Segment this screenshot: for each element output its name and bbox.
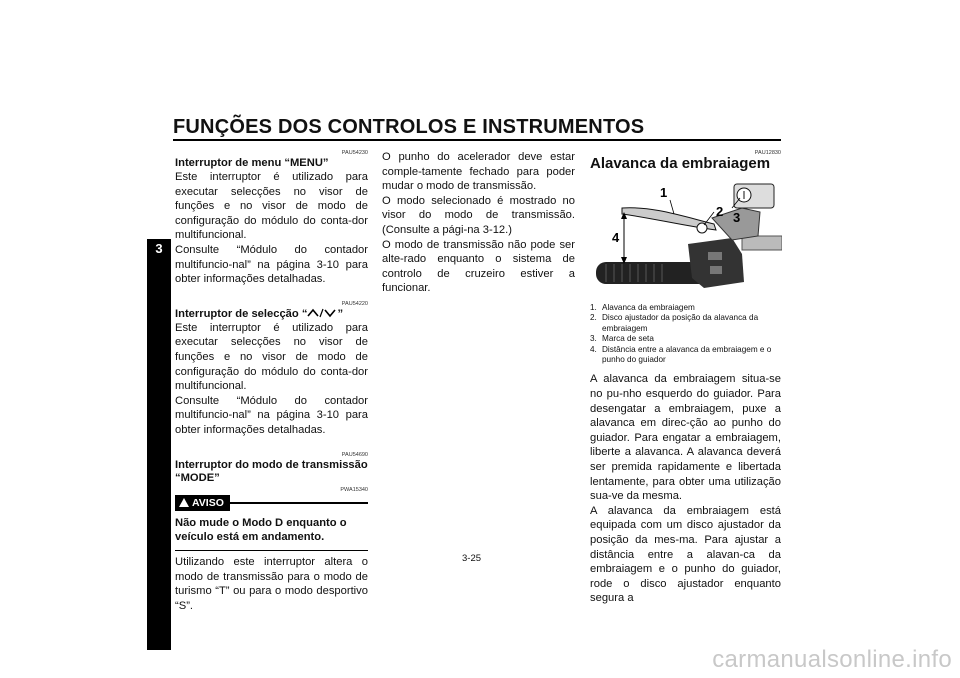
warning-triangle-icon: [179, 498, 189, 507]
callout-1: 1: [660, 185, 668, 200]
legend-item: 3. Marca de seta: [590, 334, 654, 344]
warning-text: Não mude o Modo D enquanto o veículo está em andamento.: [175, 517, 347, 544]
callout-3: 3: [733, 210, 741, 225]
column-3: [590, 150, 781, 172]
warning-badge: [175, 495, 230, 512]
column-1: [175, 150, 368, 613]
ref-code-clutch: PAU12830: [754, 150, 781, 156]
chevron-up-down-icon: [307, 308, 337, 318]
col2-paragraph-1: O punho do acelerador deve estar comple-tamente fechado para poder mudar o modo de transmissão.: [382, 151, 575, 193]
ref-code-warning: PWA15340: [340, 486, 368, 493]
callout-2: 2: [716, 204, 724, 219]
title-rule: [173, 139, 781, 141]
column-3-body: [590, 303, 781, 606]
menu-switch-ref: Consulte “Módulo do contador multifuncio-nal” na página 3-10 para obter informações detalhadas.: [175, 243, 368, 286]
callout-4: 4: [612, 230, 620, 245]
ref-code-mode: PAU54690: [341, 451, 368, 458]
column-2: [382, 150, 575, 296]
col2-paragraph-3: O modo de transmissão não pode ser alte-rado enquanto o sistema de controlo de cruzeiro estiver a funcionar.: [382, 238, 575, 295]
col2-paragraph-2: O modo selecionado é mostrado no visor do modo de transmissão. (Consulte a pági-na 3-12.): [382, 194, 575, 236]
warning-bar: [175, 495, 368, 512]
switch-button-a: [708, 252, 722, 260]
col3-paragraph-2: A alavanca da embraiagem está equipada com um disco ajustador da posição da mes-ma. Para ajustar a distância entre a alavan-ca da embraiagem e o punho do guiador, rode o disco ajustador enquanto segura a: [590, 504, 781, 605]
switch-housing: [688, 238, 744, 288]
legend-item: 1. Alavanca da embraiagem: [590, 303, 695, 312]
heading-clutch-lever: Alavanca da embraiagem: [590, 155, 771, 172]
chapter-tab-number: 3: [155, 241, 163, 256]
watermark: carmanualsonline.info: [712, 646, 952, 673]
mode-switch-body: Utilizando este interruptor altera o modo de transmissão para o modo de turismo “T” ou para o modo desportivo “S”.: [175, 556, 368, 612]
adjuster-dial: [697, 223, 707, 233]
heading-mode-switch: Interruptor do modo de transmissão “MODE”: [175, 458, 368, 484]
page-number: 3-25: [462, 553, 482, 564]
legend-item: 2. Disco ajustador da posição da alavanca da embraiagem: [590, 313, 759, 333]
switch-button-b: [710, 266, 722, 274]
figure-legend: [590, 303, 781, 365]
heading-select-switch: [175, 308, 368, 321]
ref-code-menu: PAU54230: [341, 150, 368, 156]
heading-select-post: ”: [337, 307, 344, 320]
clutch-lever-illustration: [592, 178, 782, 298]
heading-menu-switch: Interruptor de menu “MENU”: [175, 157, 329, 169]
legend-item: 4. Distância entre a alavanca da embraiagem e o punho do guiador: [590, 344, 772, 365]
select-switch-ref: Consulte “Módulo do contador multifuncio-nal” na página 3-10 para obter informações detalhadas.: [175, 394, 368, 436]
leader-1: [670, 200, 674, 214]
ref-code-select: PAU54220: [341, 300, 368, 307]
menu-switch-body: Este interruptor é utilizado para executar selecções no visor de funções e no visor de modo de configuração do módulo do conta-dor multifuncional.: [175, 171, 368, 242]
warning-end-rule: [175, 550, 368, 551]
select-switch-body: Este interruptor é utilizado para executar selecções no visor de funções e no visor de modo de configuração do módulo do conta-dor multifuncional.: [175, 321, 368, 393]
chapter-tab: [147, 239, 171, 650]
page-title: FUNÇÕES DOS CONTROLOS E INSTRUMENTOS: [173, 116, 645, 138]
handlebar-tube: [742, 236, 782, 250]
heading-select-pre: Interruptor de selecção “: [175, 307, 308, 320]
warning-label: AVISO: [192, 496, 224, 509]
col3-paragraph-1: A alavanca da embraiagem situa-se no pu-nho esquerdo do guiador. Para desengatar a embraiagem, puxe a alavanca em direc-ção ao punho do guiador. Para engatar a embraiagem, liberte a alavanca. A alavanca deverá ser premida rapidamente e libertada lentamente, para obter uma utilização sua-ve da mesma.: [590, 373, 781, 503]
warning-rule: [230, 502, 368, 504]
